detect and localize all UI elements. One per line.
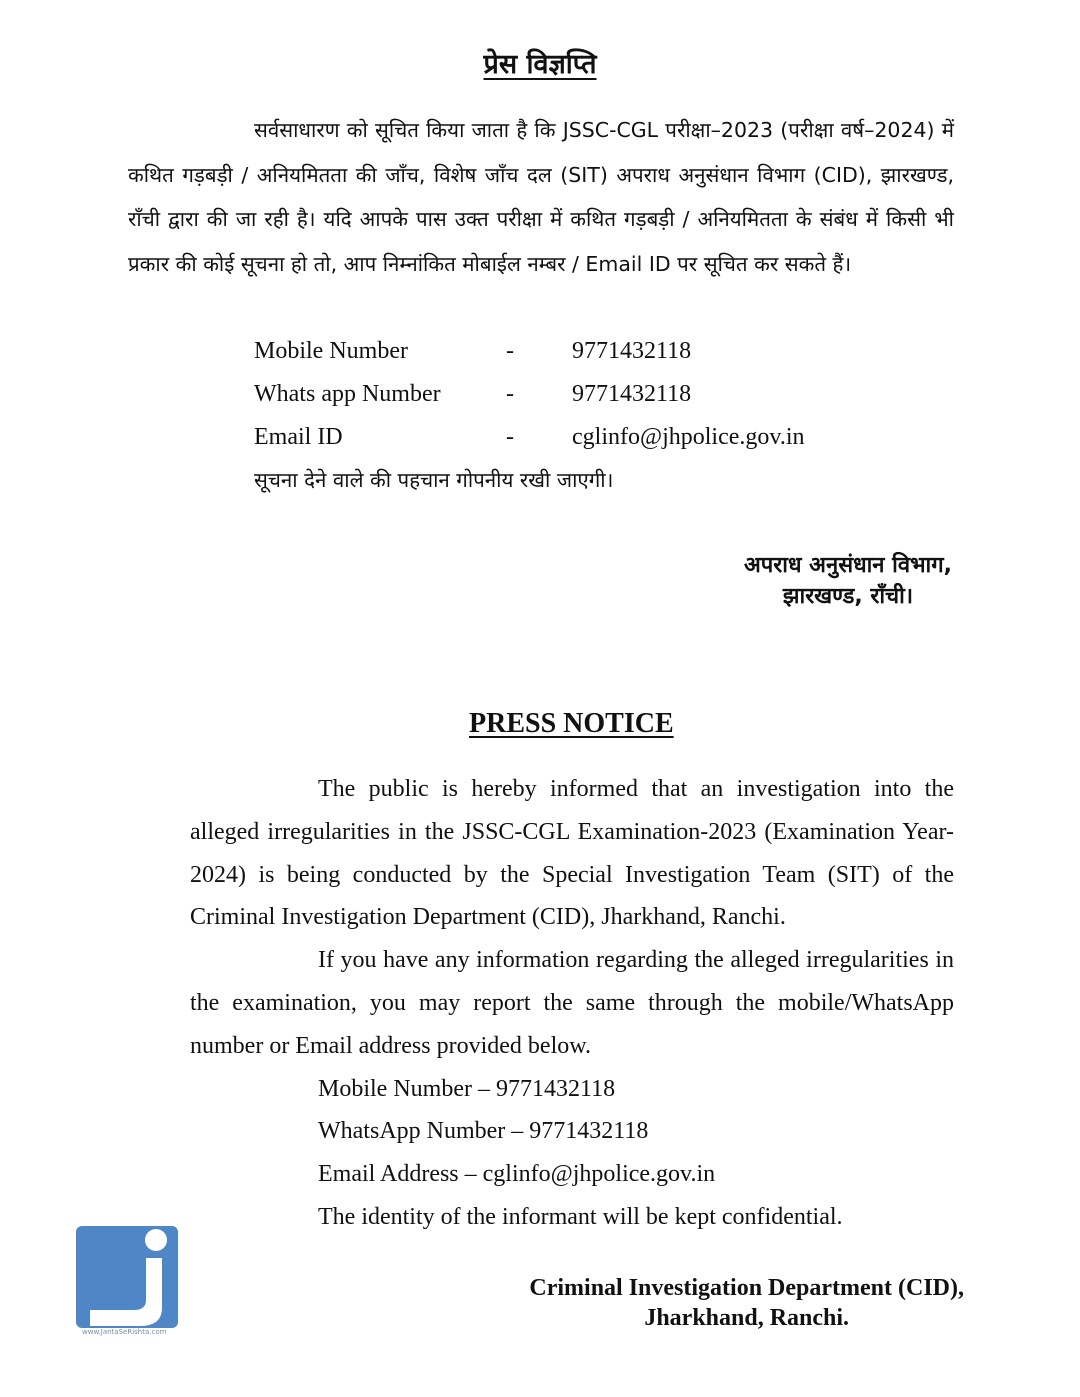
- english-paragraph-1: The public is hereby informed that an investigation into the alleged irregularities in the JSSC-CGL Examination-2023 (Examination Year-2024) is being conducted by the Special Investigation Team (SIT) of the Criminal Investigation Department (CID), Jharkhand, Ranchi.: [190, 776, 954, 931]
- contact-label: Whats app Number: [254, 381, 441, 407]
- english-confidential-line: The identity of the informant will be kept confidential.: [318, 1203, 843, 1230]
- hindi-title-text: प्रेस विज्ञप्ति: [483, 49, 597, 80]
- hindi-contact-list: [254, 330, 894, 459]
- contact-value: 9771432118: [572, 338, 692, 364]
- hindi-signature-line2: झारखण्ड, राँची।: [782, 584, 914, 609]
- j-letter-icon: [76, 1226, 178, 1328]
- contact-label: Email ID: [254, 424, 343, 450]
- hindi-contact-mobile: [254, 330, 894, 373]
- english-signature: [529, 1273, 964, 1333]
- hindi-contact-email: [254, 416, 894, 459]
- contact-value: cglinfo@jhpolice.gov.in: [572, 424, 805, 450]
- hindi-signature-line1: अपराध अनुसंधान विभाग,: [743, 553, 952, 578]
- english-whatsapp-line: WhatsApp Number – 9771432118: [318, 1118, 649, 1145]
- contact-separator: -: [506, 338, 514, 364]
- watermark-caption: www.JantaSeRishta.com: [82, 1328, 167, 1336]
- english-signature-line1: Criminal Investigation Department (CID),: [529, 1275, 964, 1301]
- hindi-signature: [744, 550, 952, 612]
- english-signature-line2: Jharkhand, Ranchi.: [644, 1305, 850, 1331]
- hindi-paragraph: सर्वसाधारण को सूचित किया जाता है कि JSSC-CGL परीक्षा–2023 (परीक्षा वर्ष–2024) में कथित गड़बड़ी / अनियमितता की जाँच, विशेष जाँच दल (SIT) अपराध अनुसंधान विभाग (CID), झारखण्ड, राँची द्वारा की जा रही है। यदि आपके पास उक्त परीक्षा में कथित गड़बड़ी / अनियमितता के संबंध में किसी भी प्रकार की कोई सूचना हो तो, आप निम्नांकित मोबाईल नम्बर / Email ID पर सूचित कर सकते हैं।: [128, 118, 954, 276]
- contact-separator: -: [506, 424, 514, 450]
- english-mobile-line: Mobile Number – 9771432118: [318, 1075, 616, 1102]
- watermark-logo: [76, 1226, 178, 1336]
- hindi-confidential-note: सूचना देने वाले की पहचान गोपनीय रखी जाएगी।: [254, 468, 614, 492]
- hindi-title: [0, 44, 1080, 81]
- english-email-line: Email Address – cglinfo@jhpolice.gov.in: [318, 1161, 716, 1188]
- english-paragraph-2: If you have any information regarding the alleged irregularities in the examination, you may report the same through the mobile/WhatsApp number or Email address provided below.: [190, 947, 954, 1059]
- hindi-contact-whatsapp: [254, 373, 894, 416]
- contact-value: 9771432118: [572, 381, 692, 407]
- contact-label: Mobile Number: [254, 338, 408, 364]
- english-body: [190, 768, 954, 1239]
- contact-separator: -: [506, 381, 514, 407]
- jantaserishta-j-logo-icon: [76, 1226, 178, 1328]
- english-title: PRESS NOTICE: [469, 708, 674, 739]
